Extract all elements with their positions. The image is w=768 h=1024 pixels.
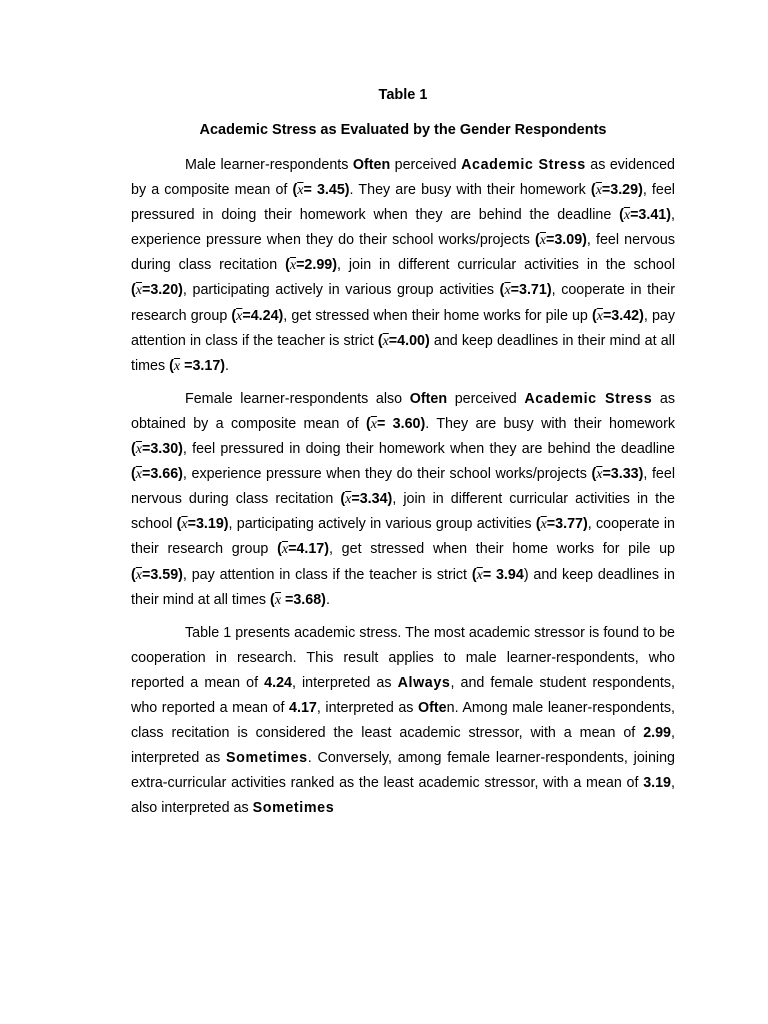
paragraph-text: , feel nervous during class recitation	[131, 466, 675, 508]
paragraph-text: , cooperate in their research group	[131, 516, 675, 558]
mean-value-composite: $(\overline{x}= 3.60)$	[365, 415, 426, 432]
male-max-mean: 4.24	[264, 674, 292, 691]
mean-value-homework: $(\overline{x}=3.30)$	[131, 441, 183, 458]
mean-value-research: $(\overline{x}=4.24)$	[231, 307, 284, 324]
xbar-symbol: $\overline{x}$	[135, 467, 142, 483]
xbar-symbol: $\overline{x}$	[135, 567, 142, 583]
mean-value-strict: $(\overline{x}=4.00)$	[377, 332, 430, 349]
female-max-mean: 4.17	[289, 699, 317, 716]
summary-paragraph	[131, 621, 675, 822]
paragraph-text: , experience pressure when they do their school works/projects	[182, 466, 592, 483]
mean-value-curricular: $(\overline{x}=3.19)$	[176, 516, 229, 533]
female-paragraph	[131, 387, 675, 613]
xbar-symbol: $\overline{x}$	[596, 467, 603, 483]
male-min-mean: 2.99	[643, 725, 672, 742]
paragraph-text: . They are busy with their homework	[349, 182, 591, 199]
mean-value-group: $(\overline{x}=3.71)$	[499, 282, 552, 299]
xbar-symbol: $\overline{x}$	[370, 416, 377, 432]
mean-value-projects: $(\overline{x}=3.09)$	[534, 232, 587, 249]
summary-text: . Conversely, among female learner-respondents, joining extra-curricular activities ranked as the least academic stressor, with a mean of	[131, 750, 675, 792]
mean-value-keep: $(\overline{x} =3.68)$	[270, 591, 326, 608]
paragraph-text: , cooperate in their research group	[131, 282, 675, 324]
mean-value-composite: $(\overline{x}= 3.45)$	[292, 182, 350, 199]
academic-stress: Academic Stress	[524, 390, 653, 407]
paragraph-text: and keep deadlines in their mind at all times	[131, 332, 675, 374]
interpretation-sometimes: Sometimes	[226, 750, 308, 767]
interpretation-often: Ofte	[418, 699, 447, 716]
paragraph-text: .	[325, 591, 330, 608]
paragraph-text: perceived	[390, 157, 462, 173]
male-paragraph	[131, 153, 675, 379]
xbar-symbol: $\overline{x}$	[173, 358, 181, 374]
paragraph-text: , get stressed when their home works for pile up	[283, 307, 592, 324]
xbar-symbol: $\overline{x}$	[595, 183, 602, 199]
mean-value-research: $(\overline{x}=4.17)$	[277, 541, 329, 558]
xbar-symbol: $\overline{x}$	[596, 308, 603, 324]
xbar-symbol: $\overline{x}$	[236, 308, 243, 324]
paragraph-text: , feel pressured in doing their homework when they are behind the deadline	[131, 182, 675, 224]
xbar-symbol: $\overline{x}$	[274, 592, 282, 608]
paragraph-text: as obtained by a composite mean of	[131, 390, 676, 432]
summary-text: , interpreted as	[291, 674, 398, 691]
paragraph-text: Male learner-respondents	[185, 157, 353, 173]
mean-value-pileup: $(\overline{x}=3.42)$	[591, 307, 644, 324]
paragraph-text: , join in different curricular activities in the school	[337, 257, 676, 274]
summary-text: Table 1 presents academic stress. The most academic stressor is found to be cooperation in research. This result applies to male learner-respondents, who reported a mean of	[131, 624, 675, 691]
xbar-symbol: $\overline{x}$	[289, 258, 297, 274]
xbar-symbol: $\overline{x}$	[623, 208, 631, 224]
mean-value-homework: $(\overline{x}=3.29)$	[590, 182, 643, 199]
xbar-symbol: $\overline{x}$	[345, 492, 352, 508]
xbar-symbol: $\overline{x}$	[476, 567, 483, 583]
paragraph-text: , experience pressure when they do their school works/projects	[131, 207, 675, 249]
xbar-symbol: $\overline{x}$	[540, 517, 547, 533]
summary-text: , interpreted as	[316, 699, 419, 716]
mean-value-recitation: $(\overline{x}=3.34)$	[340, 491, 393, 508]
xbar-symbol: $\overline{x}$	[181, 517, 188, 533]
summary-text: , also interpreted as	[131, 775, 675, 817]
often: Often	[409, 390, 448, 407]
paragraph-text: , participating actively in various group activities	[228, 516, 536, 533]
xbar-symbol: $\overline{x}$	[539, 233, 546, 249]
mean-value-keep: $(\overline{x} =3.17)$	[169, 357, 226, 374]
xbar-symbol: $\overline{x}$	[382, 333, 389, 349]
interpretation-sometimes: Sometimes	[252, 800, 335, 817]
mean-value-deadline: $(\overline{x}=3.41)$	[619, 207, 672, 224]
academic-stress: Academic Stress	[461, 157, 586, 173]
paragraph-text: as evidenced by a composite mean of	[131, 157, 676, 199]
paragraph-text: . They are busy with their homework	[425, 415, 675, 432]
paragraph-text: , pay attention in class if the teacher is strict	[182, 566, 472, 583]
mean-value-strict: ($\overline{x}= 3.94$	[471, 566, 524, 583]
paragraph-text: ) and keep deadlines in their mind at all times	[131, 566, 676, 608]
paragraph-text: perceived	[447, 390, 525, 407]
paragraph-text: , participating actively in various group activities	[182, 282, 500, 299]
mean-value-recitation: $(\overline{x}=2.99)$	[285, 257, 337, 274]
summary-text: , interpreted as	[131, 725, 675, 767]
summary-text: . Among male leaner-respondents, class recitation is considered the least academic stressor, with a mean of	[131, 699, 675, 742]
table-title: Academic Stress as Evaluated by the Gender Respondents	[199, 122, 607, 138]
mean-value-group: $(\overline{x}=3.77)$	[535, 516, 588, 533]
document-body	[131, 153, 675, 829]
often: Often	[352, 157, 391, 173]
summary-text: n	[446, 699, 455, 716]
xbar-symbol: $\overline{x}$	[135, 283, 142, 299]
xbar-symbol: $\overline{x}$	[135, 442, 142, 458]
paragraph-text: , feel nervous during class recitation	[131, 232, 675, 274]
mean-value-curricular: $(\overline{x}=3.20)$	[131, 282, 183, 299]
summary-text: , and female student respondents, who reported a mean of	[131, 674, 675, 716]
interpretation-always: Always	[397, 674, 451, 691]
paragraph-text: , feel pressured in doing their homework when they are behind the deadline	[182, 441, 675, 458]
female-min-mean: 3.19	[643, 775, 672, 792]
mean-value-projects: $(\overline{x}=3.33)$	[591, 466, 644, 483]
xbar-symbol: $\overline{x}$	[281, 542, 289, 558]
paragraph-text: , join in different curricular activities in the school	[131, 491, 676, 533]
xbar-symbol: $\overline{x}$	[297, 183, 304, 199]
paragraph-text: , pay attention in class if the teacher is strict	[131, 307, 676, 349]
xbar-symbol: $\overline{x}$	[504, 283, 511, 299]
paragraph-text: .	[225, 357, 230, 374]
paragraph-text: , get stressed when their home works for pile up	[329, 541, 676, 558]
paragraph-text: Female learner-respondents also	[185, 390, 410, 407]
table-label: Table 1	[378, 87, 428, 103]
mean-value-deadline: $(\overline{x}=3.66)$	[131, 466, 183, 483]
mean-value-pileup: $(\overline{x}=3.59)$	[131, 566, 183, 583]
